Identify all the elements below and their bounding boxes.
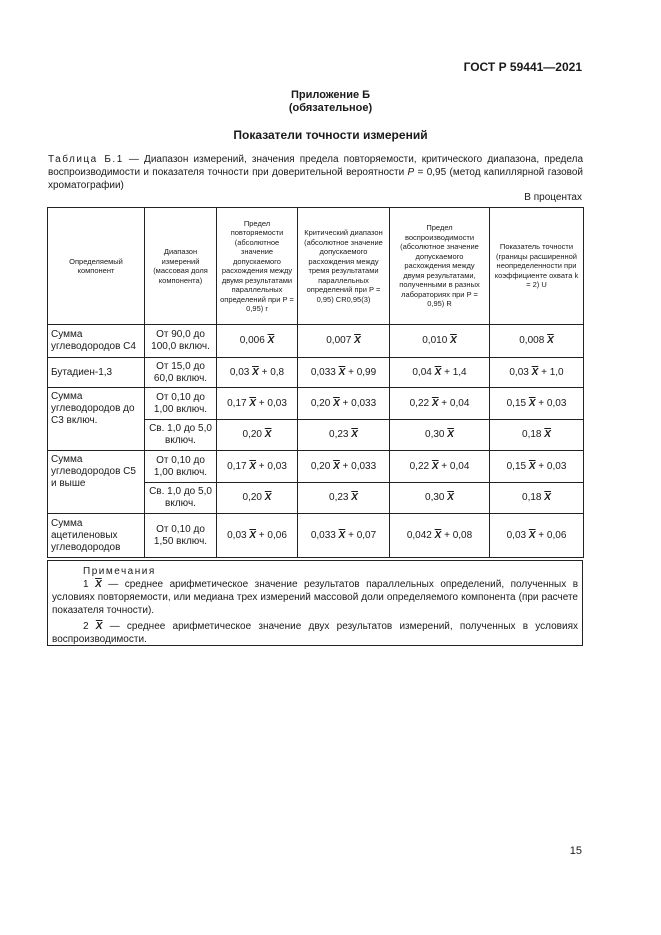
col-header-reproducibility: Предел воспроизводимости (абсолютное значение допускаемого расхождения между двумя результатами, полученными в разных лабораториях при P = 0,95) R [390, 208, 490, 325]
xbar-symbol: $\overline{X}$ [450, 335, 457, 346]
value-cell: 0,03 $\overline{X} + 0,8$ [217, 358, 298, 388]
xbar-symbol: $\overline{X}$ [351, 492, 358, 503]
value-cell: 0,010 $\overline{X}$ [390, 325, 490, 358]
xbar-symbol: $\overline{X}$ [531, 366, 539, 378]
value-cell: 0,30 $\overline{X}$ [390, 483, 490, 514]
caption-text: — Диапазон измерений, значения предела повторяемости, критического диапазона, предела воспроизводимости и показателя точности при доверительной вероятности [48, 154, 584, 178]
table-header-row [48, 208, 584, 325]
value-cell: 0,006 $\overline{X}$ [217, 325, 298, 358]
appendix-status: (обязательное) [288, 102, 373, 114]
xbar-symbol: $\overline{X}$ [354, 335, 361, 346]
value-cell: 0,30 $\overline{X}$ [390, 420, 490, 451]
appendix-heading [0, 89, 661, 115]
xbar-symbol: $\overline{X}$ [264, 492, 272, 503]
value-cell: 0,03 $\overline{X} + 0,06$ [490, 514, 584, 558]
units-label: В процентах [524, 192, 582, 203]
col-header-repeatability: Предел повторяемости (абсолютное значение допускаемого расхождения между двумя результатами параллельных определений при P = 0,95) r [217, 208, 298, 325]
xbar-symbol: $\overline{X}$ [528, 529, 536, 541]
xbar-symbol: $\overline{X}$ [338, 366, 346, 378]
table-caption [48, 153, 583, 192]
range-cell: От 0,10 до 1,50 включ. [145, 514, 217, 558]
component-cell: Сумма ацетиленовых углеводородов [48, 514, 145, 558]
xbar-symbol: $\overline{X}$ [431, 460, 439, 472]
table-row [48, 388, 584, 420]
value-cell: 0,20 $\overline{X} + 0,033$ [298, 451, 390, 483]
standard-number: ГОСТ Р 59441—2021 [463, 60, 582, 74]
xbar-symbol: $\overline{X}$ [431, 397, 439, 409]
value-cell: 0,23 $\overline{X}$ [298, 420, 390, 451]
table-row [48, 358, 584, 388]
col-header-range: Диапазон измерений (массовая доля компонента) [145, 208, 217, 325]
xbar-symbol: $\overline{X}$ [447, 492, 454, 503]
xbar-symbol: $\overline{X}$ [528, 460, 536, 472]
xbar-symbol: $\overline{X}$ [249, 397, 257, 409]
range-cell: Св. 1,0 до 5,0 включ. [145, 420, 217, 451]
xbar-symbol: $\overline{X}$ [333, 460, 340, 472]
xbar-symbol: $\overline{X}$ [249, 529, 257, 541]
range-cell: От 90,0 до 100,0 включ. [145, 325, 217, 358]
xbar-symbol: $\overline{X}$ [333, 397, 340, 409]
xbar-symbol: $\overline{X}$ [544, 492, 551, 503]
caption-text-end: = 0,95 (метод капиллярной газовой хроматографии) [48, 167, 583, 191]
caption-prefix: Таблица Б.1 [48, 154, 124, 165]
value-cell: 0,17 $\overline{X} + 0,03$ [217, 451, 298, 483]
range-cell: От 15,0 до 60,0 включ. [145, 358, 217, 388]
section-title: Показатели точности измерений [233, 128, 428, 142]
component-cell: Сумма углеводородов C4 [48, 325, 145, 358]
component-cell: Сумма углеводородов C5 и выше [48, 451, 145, 514]
appendix-label: Приложение Б [290, 89, 371, 101]
component-cell: Сумма углеводородов до C3 включ. [48, 388, 145, 451]
xbar-symbol: $\overline{X}$ [249, 460, 257, 472]
value-cell: 0,033 $\overline{X} + 0,99$ [298, 358, 390, 388]
col-header-component: Определяемый компонент [48, 208, 145, 325]
note-item: 2 $\overline{X}$ — среднее арифметическое значение двух результатов измерений, полученных в условиях воспроизводимости. [52, 621, 578, 645]
page-number: 15 [569, 845, 582, 857]
xbar-symbol: $\overline{X}$ [264, 429, 272, 440]
value-cell: 0,20 $\overline{X}$ [217, 420, 298, 451]
table-row [48, 325, 584, 358]
table-row [48, 451, 584, 483]
value-cell: 0,22 $\overline{X} + 0,04$ [390, 451, 490, 483]
notes-title: Примечания [83, 566, 156, 577]
range-cell: От 0,10 до 1,00 включ. [145, 388, 217, 420]
xbar-symbol: $\overline{X}$ [252, 366, 259, 378]
precision-table [47, 207, 584, 558]
value-cell: 0,033 $\overline{X} + 0,07$ [298, 514, 390, 558]
range-cell: От 0,10 до 1,00 включ. [145, 451, 217, 483]
xbar-symbol: $\overline{X}$ [338, 529, 346, 541]
value-cell: 0,18 $\overline{X}$ [490, 420, 584, 451]
xbar-symbol: $\overline{X}$ [434, 529, 442, 541]
caption-p: P [407, 167, 415, 178]
xbar-symbol: $\overline{X}$ [447, 429, 454, 440]
value-cell: 0,03 $\overline{X} + 1,0$ [490, 358, 584, 388]
value-cell: 0,04 $\overline{X} + 1,4$ [390, 358, 490, 388]
value-cell: 0,20 $\overline{X} + 0,033$ [298, 388, 390, 420]
value-cell: 0,23 $\overline{X}$ [298, 483, 390, 514]
component-cell: Бутадиен-1,3 [48, 358, 145, 388]
xbar-symbol: $\overline{X}$ [544, 429, 551, 440]
value-cell: 0,042 $\overline{X} + 0,08$ [390, 514, 490, 558]
xbar-symbol: $\overline{X}$ [267, 335, 275, 346]
value-cell: 0,17 $\overline{X} + 0,03$ [217, 388, 298, 420]
xbar-symbol: $\overline{X}$ [547, 335, 554, 346]
value-cell: 0,20 $\overline{X}$ [217, 483, 298, 514]
value-cell: 0,15 $\overline{X} + 0,03$ [490, 388, 584, 420]
value-cell: 0,22 $\overline{X} + 0,04$ [390, 388, 490, 420]
note-item: 1 $\overline{X}$ — среднее арифметическое значение результатов параллельных определений, полученных в условиях повторяемости, или медиана трех измерений массовой доли определяемого компонента (при расчете показателя точности). [52, 579, 579, 616]
col-header-critical-range: Критический диапазон (абсолютное значение допускаемого расхождения между тремя результатами параллельных определений при P = 0,95) CR0,95(3) [298, 208, 390, 325]
value-cell: 0,007 $\overline{X}$ [298, 325, 390, 358]
xbar-symbol: $\overline{X}$ [95, 621, 103, 632]
table-row [48, 514, 584, 558]
xbar-symbol: $\overline{X}$ [351, 429, 358, 440]
xbar-symbol: $\overline{X}$ [434, 366, 442, 378]
col-header-uncertainty: Показатель точности (границы расширенной неопределенности при коэффициенте охвата k = 2) U [490, 208, 584, 325]
xbar-symbol: $\overline{X}$ [95, 579, 102, 590]
value-cell: 0,15 $\overline{X} + 0,03$ [490, 451, 584, 483]
range-cell: Св. 1,0 до 5,0 включ. [145, 483, 217, 514]
table-notes [47, 560, 583, 646]
xbar-symbol: $\overline{X}$ [528, 397, 536, 409]
value-cell: 0,008 $\overline{X}$ [490, 325, 584, 358]
value-cell: 0,18 $\overline{X}$ [490, 483, 584, 514]
value-cell: 0,03 $\overline{X} + 0,06$ [217, 514, 298, 558]
